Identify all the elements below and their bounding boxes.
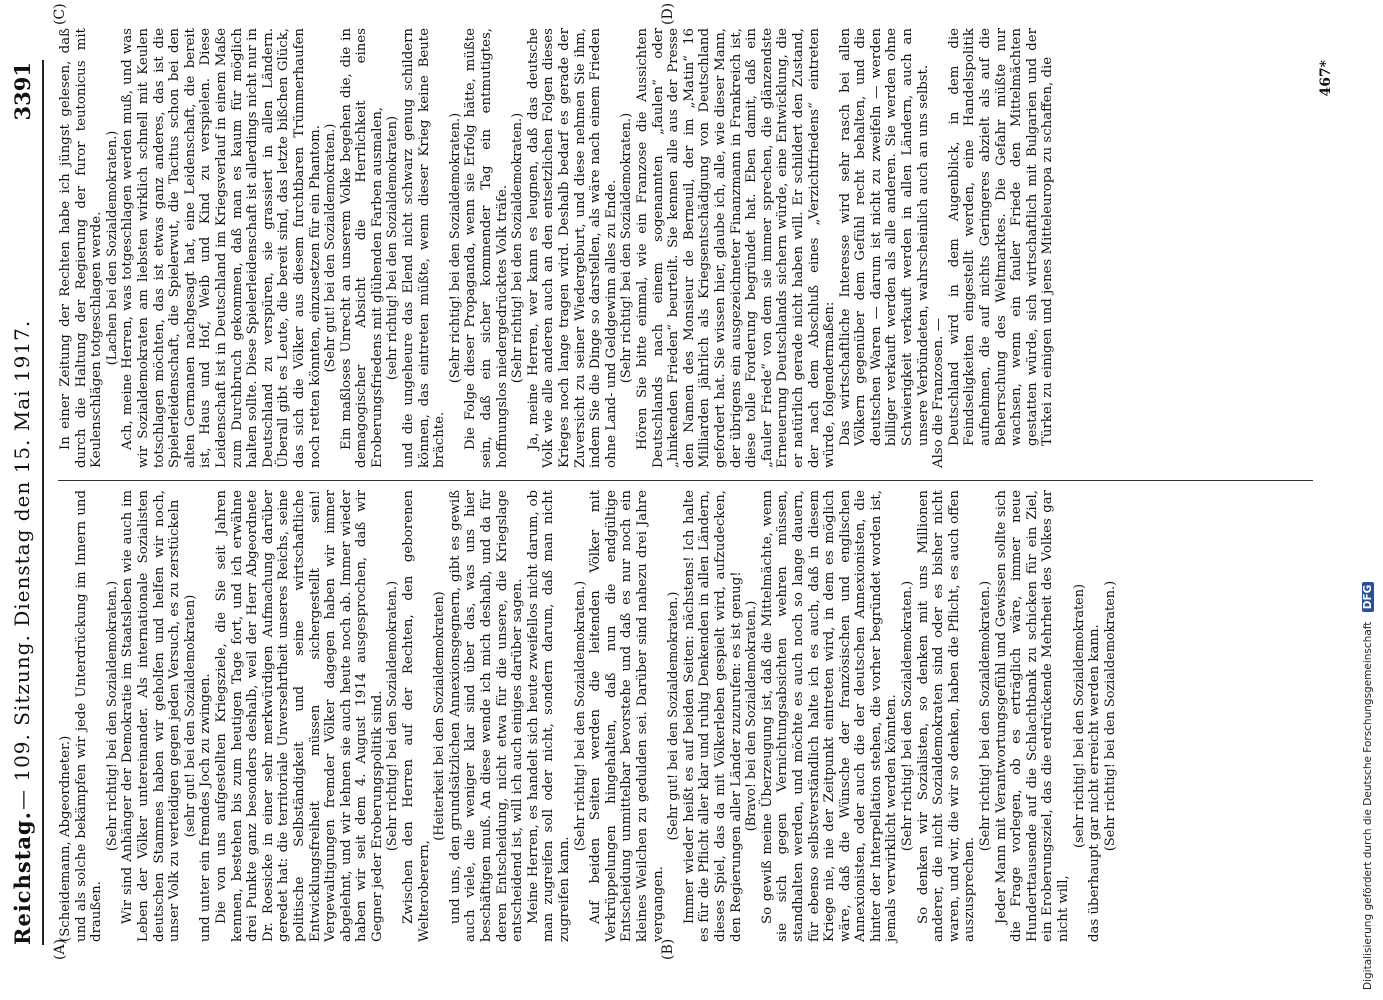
paragraph: Wir sind Anhänger der Demokratie im Staatsleben wie auch im Leben der Völker untereinander. Als internationale Sozialisten deutschen Stammes haben wir geholfen und helfen wir noch, unser Volk zu verteidigen gegen jeden Versuch, es zu zerstückeln [120,490,183,942]
right-column [58,28,1056,468]
interjection: (Sehr richtig! bei den Sozialdemokraten.) [510,112,526,384]
interjection: (Bravo! bei den Sozialdemokraten.) [744,600,760,832]
interjection: (Sehr richtig! bei den Sozialdemokraten.) [619,112,635,384]
interjection: (Sehr gut! bei den Sozialdemokraten.) [666,591,682,841]
page-number: 467* [1318,60,1334,97]
margin-mark-d: (D) [660,2,676,25]
header-center: — 109. Sitzung. Dienstag den 15. Mai 1917. [10,319,34,810]
paragraph: und uns, den grundsätzlichen Annexionsgegnern, gibt es gewiß auch viele, die weniger klar sind über das, was uns hier beschäftigen muß. An diese wende ich mich deshalb, und da für deren Entscheidung, nicht etwa für die unsere, die Kriegslage entscheidend ist, will ich auch einiges darüber sagen. [447,490,526,942]
dfg-footer [1362,582,1374,990]
interjection: (Sehr richtig! bei den Sozialdemokraten.) [978,580,994,852]
column-separator [58,480,1313,481]
paragraph: und als solche bekämpfen wir jede Unterdrückung im Innern und draußen. [73,490,105,942]
paragraph: Das wirtschaftliche Interesse wird sehr rasch bei allen Völkern gegenüber dem Gefühl recht behalten, und die deutschen Waren — darum ist nicht zu zweifeln — werden billiger verkauft werden als alle anderen. Sie werden ohne Schwierigkeit verkauft werden in allen Ländern, auch an unsere Verbündeten, wahrscheinlich auch an uns selbst. [837,28,931,446]
left-column [58,490,1118,942]
header-rule [42,60,44,945]
paragraph: Auf beiden Seiten werden die leitenden Völker mit Verkrüppelungen hingehalten, daß nun die endgültige Entscheidung unmittelbar bevorstehe und daß es nur noch ein kleines Weilchen zu gedulden sei. Darüber sind nahezu drei Jahre vergangen. [588,490,666,942]
paragraph: Also die Franzosen. — [931,318,947,468]
footer-text: Digitalisierung gefördert durch die Deutsche Forschungsgemeinschaft [1362,621,1374,990]
paragraph: So gewiß meine Überzeugung ist, daß die Mittelmächte, wenn sie sich gegen Vernichtungsabsichten wehren müssen, standhalten werden, und möchte es auch noch so lange dauern, für ebenso selbstverständlich halte ich es auch, daß in diesem Kriege nie, nie der Zeitpunkt eintreten wird, in dem es möglich wäre, daß die Wünsche der französischen und englischen Annexionisten, oder auch die der deutschen Annexionisten, die hinter der Interpellation stehen, die vorher begründet worden ist, jemals verwirklicht werden könnten. [759,490,900,942]
paragraph: Meine Herren, es handelt sich heute zweifellos nicht darum, ob man zugreifen soll oder nicht, sondern darum, daß man nicht zugreifen kann. [525,490,572,942]
interjection: (Sehr richtig! bei den Sozialdemokraten.) [1102,580,1118,852]
dfg-logo: DFG [1362,582,1374,613]
interjection: (Sehr richtig! bei den Sozialdemokraten.) [900,580,916,852]
interjection: (Sehr richtig! bei den Sozialdemokraten.) [104,580,120,852]
interjection: (sehr gut! bei den Sozialdemokraten) [182,594,198,838]
paragraph: (Scheidemann, Abgeordneter.) [58,735,73,942]
interjection: (Heiterkeit bei den Sozialdemokraten) [432,591,448,841]
interjection: (sehr richtig! bei den Sozialdemokraten) [1071,584,1087,848]
paragraph: Ach, meine Herren, was totgeschlagen werden muß, und was wir Sozialdemokraten am liebsten wirklich schnell mit Keulen totschlagen möchten, das ist etwas ganz anderes, das ist die Spielerleidenschaft, die Spielerwut, die Tacitus schon bei den alten Germanen nachgesagt hat, eine Leidenschaft, die bereit ist, Haus und Hof, Weib und Kind zu verspielen. Diese Leidenschaft ist in Deutschland im Kriegsverlauf in einem Maße zum Durchbruch gekommen, daß man es kaum für möglich halten sollte. Diese Spielerleidenschaft ist allerdings nicht nur in Deutschland zu verspüren, sie grassiert in allen Ländern. Überall gibt es Leute, die bereit sind, das letzte bißchen Glück, das sich die Völker aus diesem furchtbaren Trümmerhaufen noch retten könnten, einzusetzen für ein Phantom. [120,28,323,468]
paragraph: Hören Sie bitte einmal, wie ein Franzose die Aussichten Deutschlands nach einem sogenannten „faulen“ oder „hinkenden Frieden“ beurteilt. Sie kennen alle aus der Presse den Namen des Monsieur de Berneuil, der im „Matin“ 16 Milliarden jährlich als Kriegsentschädigung von Deutschland gefordert hat. Sie wissen hier, glaube ich, alle, wie dieser Mann, der übrigens ein ausgezeichneter Finanzmann in Frankreich ist, diese tolle Forderung begründet hat. Eben damit, daß ein „fauler Friede“ von dem sie immer sprechen, die glänzendste Erneuerung Deutschlands sichern würde, eine Entwicklung, die er natürlich gerade nicht haben will. Er schildert den Zustand, der nach dem Abschluß eines „Verzichtfriedens“ eintreten würde, folgendermaßen: [634,28,838,468]
margin-mark-a: (A) [52,938,68,960]
paragraph: So denken wir Sozialisten, so denken mit uns Millionen anderer, die nicht Sozialdemokraten sind oder es bisher nicht waren, und wir, die wir so denken, haben die Pflicht, es auch offen auszusprechen. [915,490,978,942]
interjection: (sehr richtig! bei den Sozialdemokraten) [385,116,401,380]
paragraph: Die Folge dieser Propaganda, wenn sie Erfolg hätte, müßte sein, daß ein sicher kommender Tag ein entmutigtes, hoffnungslos niedergedrücktes Volk träfe. [463,28,510,468]
header-page-number: 3391 [10,62,35,121]
margin-mark-b: (B) [660,938,676,960]
paragraph: das überhaupt gar nicht erreicht werden kann. [1087,624,1103,942]
interjection: (Sehr richtig! bei den Sozialdemokraten.) [447,112,463,384]
interjection: (Sehr richtig! bei den Sozialdemokraten.) [385,580,401,852]
interjection: (Sehr gut! bei den Sozialdemokraten.) [323,123,339,373]
paragraph: Zwischen den Herren auf der Rechten, den geborenen Welteroberern, [401,490,432,942]
interjection: (Sehr richtig! bei den Sozialdemokraten.) [572,580,588,852]
paragraph: Deutschland wird in dem Augenblick, in dem die Feindseligkeiten eingestellt werden, eine Handelspolitik aufnehmen, die auf nichts Geringeres abzielt als auf die Beherrschung des Weltmarktes. Die Gefahr müßte nur wachsen, wenn ein fauler Friede den Mittelmächten gestatten würde, sich wirtschaftlich mit Bulgarien und der Türkei zu einigen und jenes Mitteleuropa zu schaffen, die [946,28,1056,446]
paragraph: Ja, meine Herren, wer kann es leugnen, daß das deutsche Volk wie alle anderen auch an den entsetzlichen Folgen dieses Krieges noch lange tragen wird. Deshalb bedarf es gerade der Zuversicht zu seiner Wiedergeburt, und diese nehmen Sie ihm, indem Sie die Dinge so darstellen, als wäre nach einem Frieden ohne Land- und Geldgewinn alles zu Ende. [525,28,619,468]
interjection: (Lachen bei den Sozialdemokraten.) [104,130,120,366]
paragraph: und unter ein fremdes Joch zu zwingen. [198,673,214,942]
paragraph: und die ungeheure das Elend nicht schwarz genug schildern können, das eintreten müßte, wenn dieser Krieg keine Beute brächte. [401,28,448,468]
paragraph: In einer Zeitung der Rechten habe ich jüngst gelesen, daß durch die Haltung der Regierung der furor teutonicus mit Keulenschlägen totgeschlagen werde. [58,28,105,468]
margin-mark-c: (C) [52,3,68,25]
paragraph: Die von uns aufgestellten Kriegsziele, die Sie seit Jahren kennen, bestehen bis zum heutigen Tage fort, und ich erwähne drei Punkte ganz besonders deshalb, weil der Herr Abgeordnete Dr. Roesicke in einer sehr merkwürdigen Aufmachung darüber geredet hat: die territoriale Unversehrtheit unseres Reichs, seine politische Selbständigkeit und seine wirtschaftliche Entwicklungsfreiheit müssen sichergestellt sein! Vergewaltigungen fremder Völker dagegen haben wir immer abgelehnt, und wir lehnen sie auch heute noch ab. Immer wieder haben wir seit dem 4. August 1914 ausgesprochen, daß wir Gegner jeder Eroberungspolitik sind. [213,490,385,942]
paragraph: Jeder Mann mit Verantwortungsgefühl und Gewissen sollte sich die Frage vorlegen, ob es erträglich wäre, immer neue Hunderttausende auf die Schlachtbank zu schicken für ein Ziel, ein Eroberungsziel, das die erdrückende Mehrheit des Volkes gar nicht will, [993,490,1071,942]
paragraph: Immer wieder heißt es auf beiden Seiten: nächstens! Ich halte es für die Pflicht aller klar und ruhig Denkenden in allen Ländern, dieses Spiel, das da mit Völkerleben gespielt wird, aufzudecken, den Regierungen aller Länder zuzurufen: es ist genug! [681,490,744,942]
paragraph: Ein maßloses Unrecht an unserem Volke begehen die, die in demagogischer Absicht die Herrlichkeit eines Eroberungsfriedens mit glühenden Farben ausmalen, [338,28,385,468]
header-left: Reichstag. [10,811,35,945]
